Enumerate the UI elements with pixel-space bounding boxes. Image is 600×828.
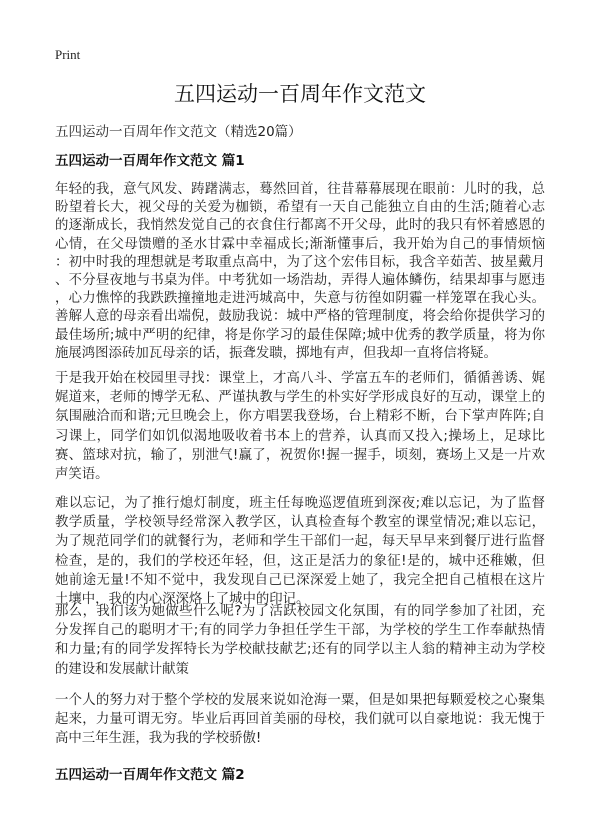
paragraph-line: 、不分昼夜地与书桌为伴。中考犹如一场浩劫，弄得人遍体鳞伤，结果却事与愿违: [55, 272, 545, 288]
paragraph-line: 土壤中，我的内心深深烙上了城中的印记。: [55, 591, 310, 607]
section-heading-1: 五四运动一百周年作文范文 篇1: [55, 153, 245, 169]
paragraph-line: 年轻的我，意气风发、踌躇满志，蓦然回首，往昔幕幕展现在眼前：儿时的我，总: [55, 182, 545, 197]
paragraph-line: 施展鸿图添砖加瓦母亲的话，振聋发聩，掷地有声，但我却一直将信将疑。: [55, 345, 497, 361]
paragraph-line: 善解人意的母亲看出端倪，鼓励我说：城中严格的管理制度，将会给你提供学习的: [55, 309, 545, 325]
paragraph-line: 娓道来，老师的博学无私、严谨执教与学生的朴实好学形成良好的互动，课堂上的: [55, 390, 545, 406]
paragraph-line: 她前途无量!不知不觉中，我发现自己已深深爱上她了，我完全把自己植根在这片: [55, 572, 545, 588]
paragraph-line: 和力量;有的同学发挥特长为学校献技献艺;还有的同学以主人翁的精神主动为学校: [55, 642, 545, 658]
paragraph: [55, 369, 545, 484]
paragraph: [55, 691, 545, 749]
paragraph-line: 习课上，同学们如饥似渴地吸收着书本上的营养，认真而又投入;操场上，足球比: [55, 428, 545, 444]
paragraph-line: ：初中时我的理想就是考取重点高中，为了这个宏伟目标，我含辛茹苦、披星戴月: [55, 254, 545, 270]
paragraph-line: 声笑语。: [55, 466, 109, 482]
paragraph-line: 教学质量，学校领导经常深入教学区，认真检查每个教室的课堂情况;难以忘记，: [55, 515, 545, 531]
section-heading-2: 五四运动一百周年作文范文 篇2: [55, 767, 245, 783]
paragraph-line: 那么，我们该为她做些什么呢?为了活跃校园文化氛围，有的同学参加了社团，充: [55, 604, 545, 619]
paragraph-line: 心情，在父母馈赠的圣水甘霖中幸福成长;渐渐懂事后，我开始为自己的事情烦恼: [55, 236, 545, 252]
paragraph-line: 起来，力量可谓无穷。毕业后再回首美丽的母校，我们就可以自豪地说：我无愧于: [55, 712, 545, 728]
paragraph-line: 赛、篮球对抗，输了，别泄气!赢了，祝贺你!握一握手，顷刻，赛场上又是一片欢: [55, 447, 545, 463]
paragraph-line: 于是我开始在校园里寻找：课堂上，才高八斗、学富五车的老师们，循循善诱、娓: [55, 371, 545, 386]
paragraph-line: 一个人的努力对于整个学校的发展来说如沧海一粟，但是如果把每颗爱校之心聚集: [55, 693, 545, 708]
paragraph-line: 高中三年生涯，我为我的学校骄傲!: [55, 731, 262, 747]
paragraph-line: 检查，是的，我们的学校还年轻，但，这正是活力的象征!是的，城中还稚嫩，但: [55, 553, 545, 569]
paragraph-line: ，心力憔悴的我跌跌撞撞地走进沔城高中，失意与彷徨如阴霾一样笼罩在我心头。: [55, 291, 545, 307]
paragraph: [55, 602, 545, 679]
paragraph: [55, 494, 545, 609]
document-subtitle: 五四运动一百周年作文范文（精选20篇）: [55, 124, 302, 140]
paragraph-line: 难以忘记，为了推行熄灯制度，班主任每晚巡逻值班到深夜;难以忘记，为了监督: [55, 496, 545, 511]
paragraph-line: 为了规范同学们的就餐行为，老师和学生干部们一起，每天早早来到餐厅进行监督: [55, 534, 545, 550]
paragraph: [55, 181, 545, 363]
document-title: 五四运动一百周年作文范文: [174, 82, 426, 106]
paragraph-line: 最佳场所;城中严明的纪律，将是你学习的最佳保障;城中优秀的教学质量，将为你: [55, 327, 545, 343]
paragraph-line: 的建设和发展献计献策: [55, 661, 189, 677]
paragraph-line: 分发挥自己的聪明才干;有的同学力争担任学生干部，为学校的学生工作奉献热情: [55, 623, 545, 639]
paragraph-line: 氛围融洽而和谐;元旦晚会上，你方唱罢我登场，台上精彩不断，台下掌声阵阵;自: [55, 409, 545, 425]
paragraph-line: 的逐渐成长，我悄然发觉自己的衣食住行都离不开父母，此时的我只有怀着感恩的: [55, 218, 545, 234]
print-link[interactable]: Print: [55, 47, 81, 62]
paragraph-line: 盼望着长大，视父母的关爱为枷锁，希望有一天自己能独立自由的生活;随着心志: [55, 200, 545, 216]
